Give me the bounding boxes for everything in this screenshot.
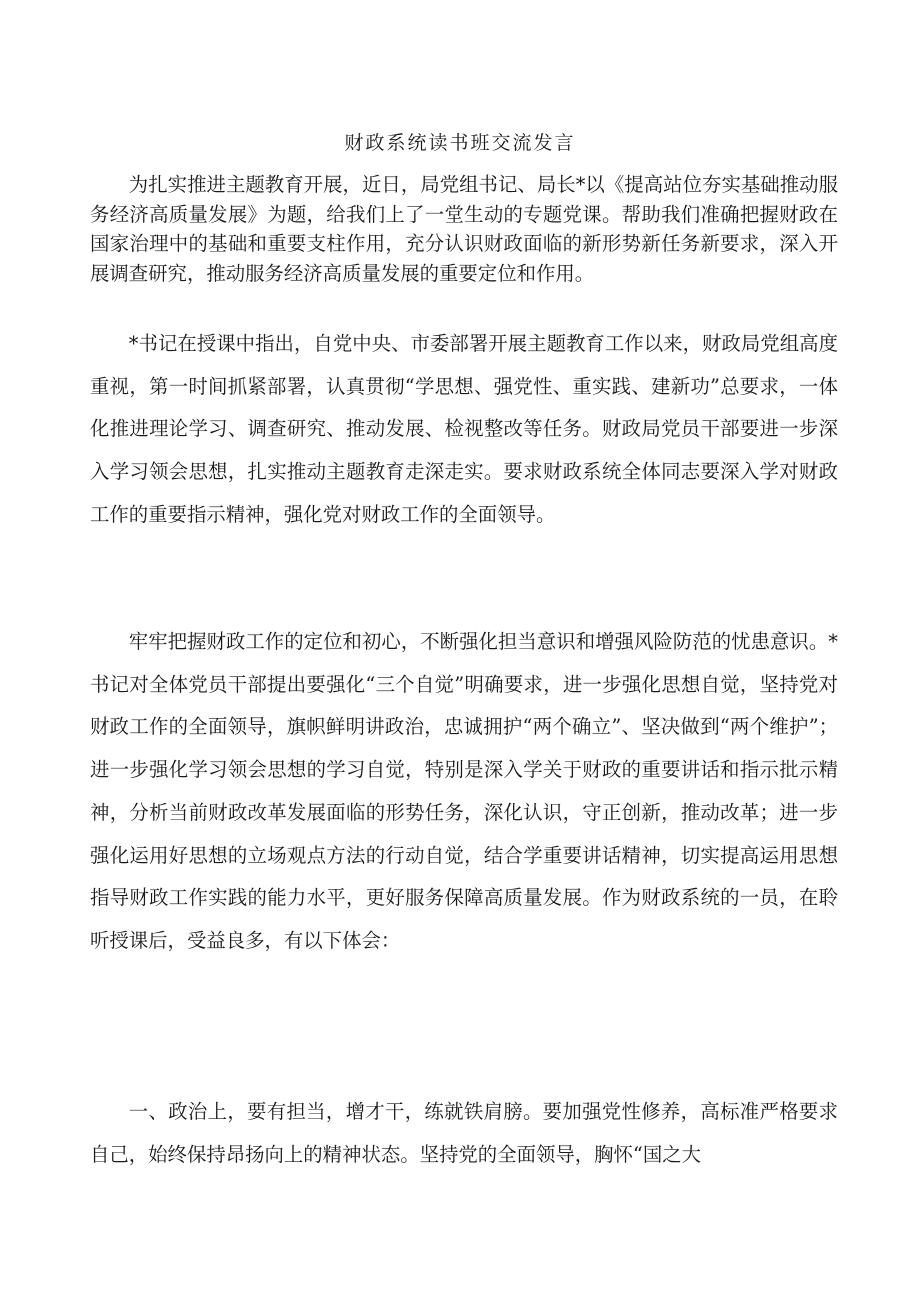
paragraph-secretary-remarks: *书记在授课中指出，自党中央、市委部署开展主题教育工作以来，财政局党组高度重视，第一时间抓紧部署，认真贯彻“学思想、强党性、重实践、建新功”总要求，一体化推进理论学习、调查研究、推动发展、检视整改等任务。财政局党员干部要进一步深入学习领会思想，扎实推动主题教育走深走实。要求财政系统全体同志要深入学对财政工作的重要指示精神，强化党对财政工作的全面领导。 (90, 332, 838, 526)
paragraph-three-consciousness: 牢牢把握财政工作的定位和初心，不断强化担当意识和增强风险防范的忧患意识。*书记对全体党员干部提出要强化“三个自觉”明确要求，进一步强化思想自觉，坚持党对财政工作的全面领导，旗帜鲜明讲政治，忠诚拥护“两个确立”、坚决做到“两个维护”；进一步强化学习领会思想的学习自觉，特别是深入学关于财政的重要讲话和指示批示精神，分析当前财政改革发展面临的形势任务，深化认识，守正创新，推动改革；进一步强化运用好思想的立场观点方法的行动自觉，结合学重要讲话精神，切实提高运用思想指导财政工作实践的能力水平，更好服务保障高质量发展。作为财政系统的一员，在聆听授课后，受益良多，有以下体会： (90, 630, 838, 952)
paragraph-intro: 为扎实推进主题教育开展，近日，局党组书记、局长*以《提高站位夯实基础推动服务经济高质量发展》为题，给我们上了一堂生动的专题党课。帮助我们准确把握财政在国家治理中的基础和重要支柱作用，充分认识财政面临的新形势新任务新要求，深入开展调查研究，推动服务经济高质量发展的重要定位和作用。 (90, 173, 838, 285)
document-title: 财政系统读书班交流发言 (344, 132, 576, 154)
paragraph-political-section: 一、政治上，要有担当，增才干，练就铁肩膀。要加强党性修养，高标准严格要求自己，始终保持昂扬向上的精神状态。坚持党的全面领导，胸怀“国之大 (90, 1100, 838, 1166)
